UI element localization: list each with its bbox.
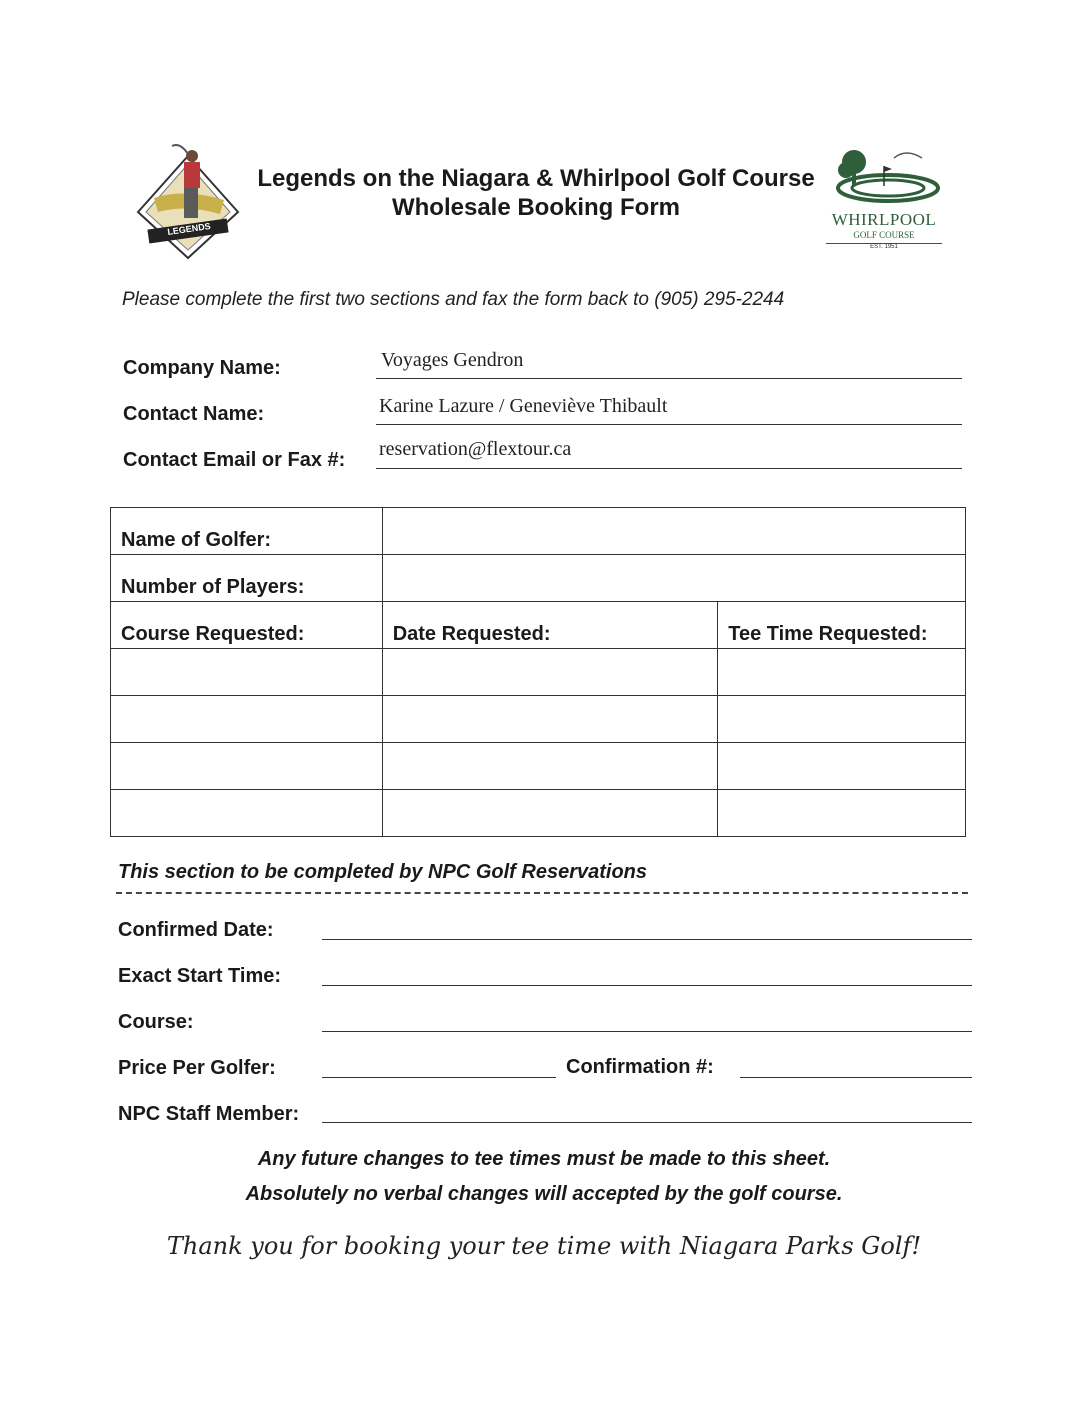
table-row	[111, 743, 966, 790]
golfer-request-table	[110, 507, 966, 837]
instructions: Please complete the first two sections and fax the form back to (905) 295-2244	[122, 289, 785, 310]
course-field[interactable]	[322, 1031, 972, 1032]
whirlpool-logo-name: WHIRLPOOL	[831, 210, 937, 229]
footer-note-2: Absolutely no verbal changes will accepted by the golf course.	[245, 1183, 843, 1205]
tee-time-cell[interactable]	[718, 649, 966, 696]
course-cell[interactable]	[111, 649, 383, 696]
course-label: Course:	[118, 1011, 194, 1033]
table-row	[111, 696, 966, 743]
date-cell[interactable]	[382, 743, 718, 790]
contact-email-label: Contact Email or Fax #:	[123, 449, 346, 471]
price-per-golfer-label: Price Per Golfer:	[118, 1057, 276, 1079]
company-name-value[interactable]: Voyages Gendron	[381, 349, 524, 371]
exact-start-time-label: Exact Start Time:	[118, 965, 282, 987]
confirmation-number-label: Confirmation #:	[566, 1056, 714, 1078]
course-requested-header: Course Requested:	[111, 602, 383, 649]
course-cell[interactable]	[111, 696, 383, 743]
table-row	[111, 790, 966, 837]
number-of-players-label: Number of Players:	[111, 555, 383, 602]
table-row	[111, 649, 966, 696]
legends-logo-text: LEGENDS	[166, 221, 212, 237]
number-of-players-cell[interactable]	[382, 555, 965, 602]
tee-time-cell[interactable]	[718, 743, 966, 790]
name-of-golfer-label: Name of Golfer:	[111, 508, 383, 555]
exact-start-time-field[interactable]	[322, 985, 972, 986]
whirlpool-logo	[826, 144, 942, 254]
tee-time-cell[interactable]	[718, 790, 966, 837]
course-cell[interactable]	[111, 790, 383, 837]
table-row	[111, 555, 966, 602]
company-name-label: Company Name:	[123, 357, 281, 379]
tee-time-cell[interactable]	[718, 696, 966, 743]
tee-time-requested-header: Tee Time Requested:	[718, 602, 966, 649]
legends-logo	[134, 138, 242, 260]
footer-note-1: Any future changes to tee times must be made to this sheet.	[257, 1148, 831, 1170]
title-line-2: Wholesale Booking Form	[391, 194, 681, 221]
npc-staff-member-field[interactable]	[322, 1122, 972, 1123]
contact-email-line	[376, 468, 962, 469]
section-divider	[116, 892, 968, 894]
date-cell[interactable]	[382, 649, 718, 696]
whirlpool-logo-sub: GOLF COURSE	[853, 230, 915, 240]
title-line-1: Legends on the Niagara & Whirlpool Golf Course	[257, 165, 815, 192]
date-requested-header: Date Requested:	[382, 602, 718, 649]
npc-staff-member-label: NPC Staff Member:	[118, 1103, 300, 1125]
contact-name-value[interactable]: Karine Lazure / Geneviève Thibault	[379, 395, 668, 417]
date-cell[interactable]	[382, 696, 718, 743]
price-per-golfer-field[interactable]	[322, 1077, 556, 1078]
whirlpool-logo-est: EST. 1951	[826, 243, 942, 250]
company-name-line	[376, 378, 962, 379]
page-title	[240, 164, 832, 222]
thank-you-message: Thank you for booking your tee time with Niagara Parks Golf!	[166, 1232, 922, 1260]
course-cell[interactable]	[111, 743, 383, 790]
name-of-golfer-cell[interactable]	[382, 508, 965, 555]
confirmed-date-label: Confirmed Date:	[118, 919, 274, 941]
contact-email-value[interactable]: reservation@flextour.ca	[379, 438, 572, 460]
contact-name-label: Contact Name:	[123, 403, 265, 425]
confirmation-number-field[interactable]	[740, 1077, 972, 1078]
date-cell[interactable]	[382, 790, 718, 837]
confirmed-date-field[interactable]	[322, 939, 972, 940]
npc-section-heading: This section to be completed by NPC Golf Reservations	[118, 861, 647, 883]
contact-name-line	[376, 424, 962, 425]
table-row	[111, 508, 966, 555]
table-row	[111, 602, 966, 649]
